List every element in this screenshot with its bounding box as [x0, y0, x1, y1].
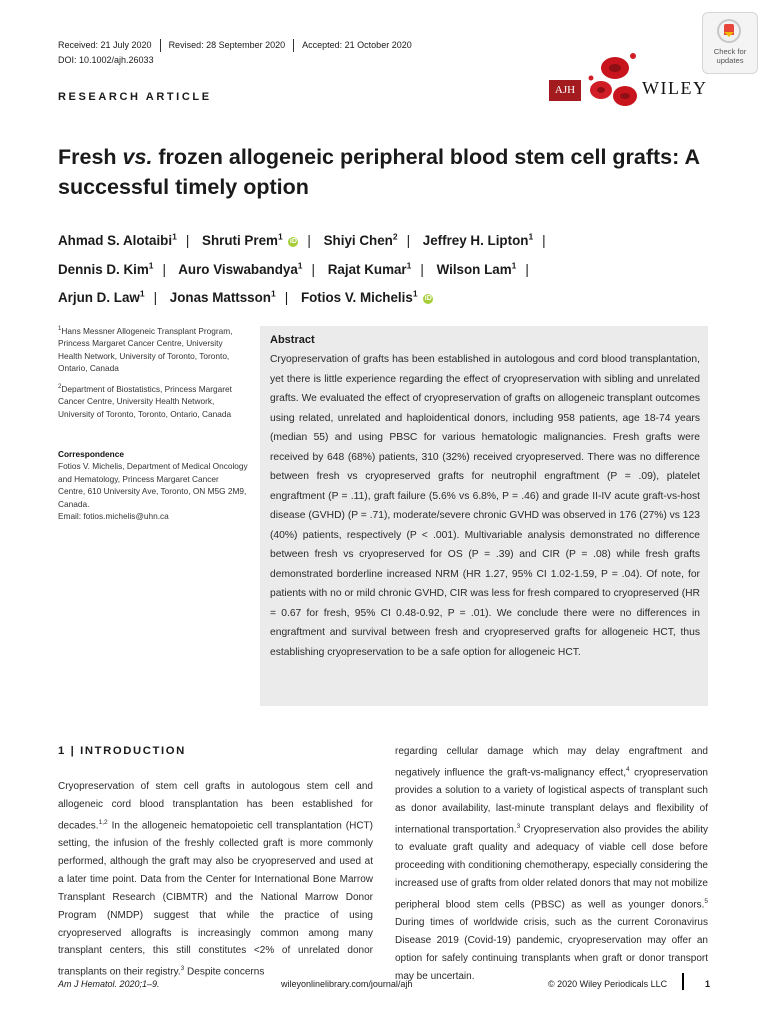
page-number: 1 — [705, 979, 711, 989]
article-dates — [58, 39, 420, 52]
correspondence — [58, 448, 248, 522]
abstract-text: Cryopreservation of grafts has been established in autologous and cord blood transplantation, yet there is little experience regarding the effect of cryopreservation with sibling and unrelated grafts. We evaluated the effect of cryopreservation of grafts on allogeneic transplant outcomes using related, unrelated and haploidentical donors, including 958 patients, age 18-74 years (median 55) and using PBSC for various hematologic malignancies. Fresh grafts were received by 648 (68%) patients, 310 (32%) received cryopreserved. There was no difference between fresh vs cryopreserved grafts for neutrophil engraftment (P = .09), platelet engraftment (P = .11), graft failure (5.6% vs 6.8%, P = .46) and grade II-IV acute graft-vs-host disease (GVHD) (P = .71), moderate/severe chronic GVHD was observed in 176 (27%) vs 123 (40%) patients, respectively (P < .001). Multivariable analysis demonstrated no difference between fresh vs cryopreserved for OS (P = .39) and CIR (P = .08) while fresh grafts demonstrated borderline increased NRM (HR 1.27, 95% CI 1.02-1.59, P = .04). Of note, for patients with no or mild chronic GVHD, CIR was less for fresh compared to cryopreserved (HR = 0.67 for fresh, 95% CI 0.48-0.92, P = .01). We conclude there were no differences in engraftment and survival between fresh and cryopreserved grafts for allogeneic HCT, thus establishing cryopreservation to be a safe option for allogeneic HCT. — [270, 354, 700, 658]
affiliation-2: $^2$Department of Biostatistics, Princess Margaret Cancer Centre, University Health Network, University of Toronto, Toronto, Ontario, Canada — [58, 383, 232, 419]
author[interactable]: Dennis D. Kim$^1$ — [58, 260, 154, 277]
revised-date: Revised: 28 September 2020 — [160, 39, 294, 52]
author[interactable]: Jonas Mattsson$^1$ — [169, 288, 276, 306]
abstract-heading: Abstract — [270, 334, 315, 346]
author[interactable]: Arjun D. Law$^1$ — [58, 288, 145, 306]
journal-citation: Am J Hematol. 2020;1–9. — [58, 979, 160, 989]
intro-column-1: Cryopreservation of stem cell grafts in autologous stem cell and allogeneic cord blood transplantation has been established for decades.$^{1,2}$ In the allogeneic hematopoietic cell transplantation (HCT) setting, the infusion of the freshly collected graft is more commonly performed, although the graft may also be cryopreserved and used at a later time point. Data from the Center for International Bone Marrow Transplant Research (CIBMTR) and the National Marrow Donor Program (NMDP) suggest that while the practice of using cryopreserved allografts is increasingly common among many transplant centers, this still constitutes <2% of unrelated donor transplants on their registry.$^3$ Despite concerns — [58, 781, 373, 978]
correspondence-address: Fotios V. Michelis, Department of Medical Oncology and Hematology, Princess Margaret Cancer Centre, 610 University Ave, Toronto, ON M5G 2M9, Canada. — [58, 461, 248, 509]
journal-logo: AJH — [549, 80, 581, 101]
correspondence-label: Correspondence — [58, 449, 124, 459]
correspondence-email[interactable]: Email: fotios.michelis@uhn.ca — [58, 511, 169, 522]
received-date: Received: 21 July 2020 — [58, 40, 152, 50]
citation[interactable]: 3 — [516, 822, 521, 830]
affiliation-1: $^1$Hans Messner Allogeneic Transplant Program, Princess Margaret Cancer Centre, University Health Network, University of Toronto, Toronto, Ontario, Canada — [58, 325, 233, 373]
intro-column-2: regarding cellular damage which may delay engraftment and negatively influence the graft-vs-malignancy effect,$^4$ cryopreservation provides a solution to a variety of logistical aspects of transplant such as donor availability, last-minute transplant delays and flexibility of international transportation.$^3$ Cryopreservation also provides the ability to evaluate graft quality and adequacy of viable cell dose before proceeding with conditioning chemotherapy, especially considering the increased use of grafts from older related donors that may not mobilize peripheral blood stem cells (PBSC) as well as younger donors.$^5$ During times of worldwide crisis, such as the current Coronavirus Disease 2019 (Covid-19) pandemic, cryopreservation may offer an option for safely continuing transplants when graft or donor transport may be uncertain. — [395, 746, 708, 982]
article-type: RESEARCH ARTICLE — [58, 91, 212, 103]
check-for-updates-icon — [717, 19, 741, 43]
author[interactable]: Auro Viswabandya$^1$ — [178, 260, 303, 277]
author[interactable]: Shruti Prem$^1$ iD — [202, 232, 297, 249]
publisher-logo: WILEY — [642, 78, 708, 98]
abstract-box — [260, 326, 708, 706]
author[interactable]: Ahmad S. Alotaibi$^1$ — [58, 232, 177, 249]
orcid-icon[interactable]: iD — [424, 294, 432, 302]
citation[interactable]: 1,2 — [98, 818, 108, 826]
citation[interactable]: 4 — [626, 765, 630, 773]
author[interactable]: Jeffrey H. Lipton$^1$ — [422, 232, 534, 249]
footer-divider — [682, 973, 684, 990]
section-heading: 1 | INTRODUCTION — [58, 745, 186, 757]
blood-cells-logo — [585, 50, 645, 112]
author-list: Ahmad S. Alotaibi$^1$ | Shruti Prem$^1$ iD | Shiyi Chen$^2$ | Jeffrey H. Lipton$^1$ | Dennis D. Kim$^1$ | Auro Viswabandya$^1$ | Rajat Kumar$^1$ | Wilson Lam$^1$ | Arjun D. Law$^1$ | Jonas Mattsson$^1$ | Fotios V. Michelis$^1$ iD — [58, 232, 546, 306]
author[interactable]: Shiyi Chen$^2$ — [323, 232, 398, 249]
copyright: © 2020 Wiley Periodicals LLC — [548, 979, 668, 989]
check-for-updates-label: Check for updates — [713, 47, 747, 65]
orcid-icon[interactable]: iD — [289, 237, 297, 245]
accepted-date: Accepted: 21 October 2020 — [293, 39, 420, 52]
author[interactable]: Wilson Lam$^1$ — [436, 260, 517, 277]
check-for-updates-badge[interactable] — [702, 12, 758, 74]
author[interactable]: Fotios V. Michelis$^1$ iD — [300, 288, 432, 306]
article-title: Fresh vs. frozen allogeneic peripheral blood stem cell grafts: A successful timely option — [58, 145, 700, 199]
author[interactable]: Rajat Kumar$^1$ — [327, 260, 412, 277]
journal-url[interactable]: wileyonlinelibrary.com/journal/ajh — [281, 979, 413, 989]
citation[interactable]: 3 — [180, 965, 185, 973]
doi[interactable]: DOI: 10.1002/ajh.26033 — [58, 55, 154, 65]
citation[interactable]: 5 — [704, 897, 708, 905]
